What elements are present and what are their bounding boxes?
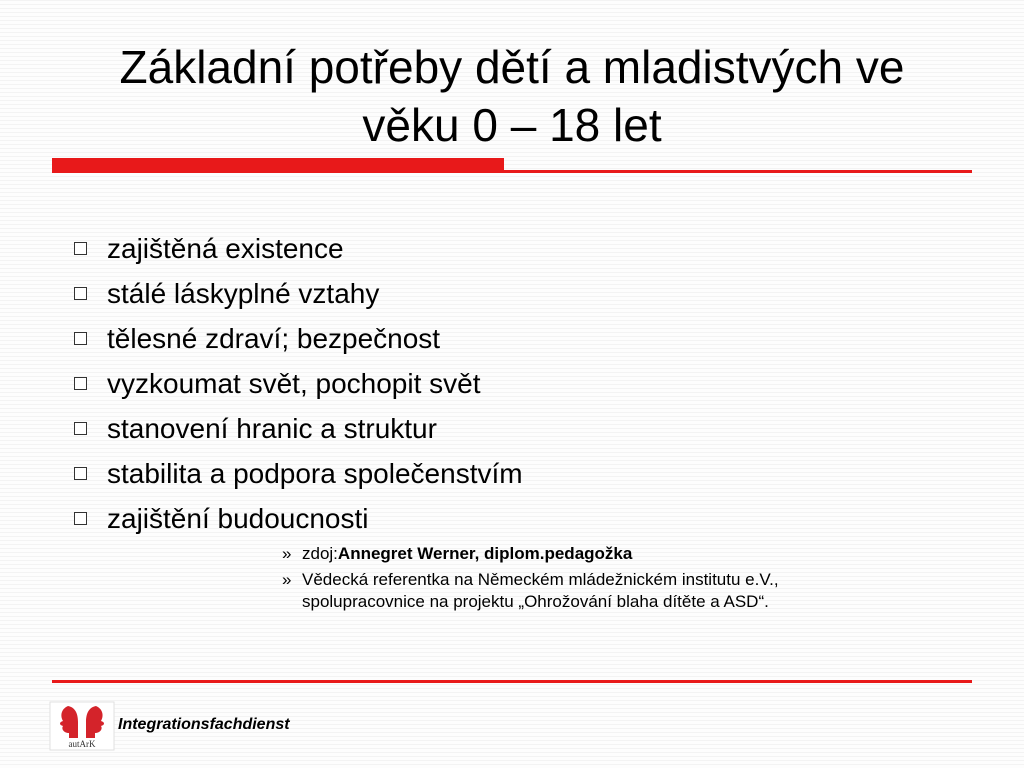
bullet-text: vyzkoumat svět, pochopit svět [107, 367, 481, 399]
square-bullet-icon [74, 377, 87, 390]
list-item [70, 361, 523, 406]
logo-text: autArK [68, 739, 96, 749]
source-line [302, 543, 982, 565]
bullet-text: stálé láskyplné vztahy [107, 277, 380, 309]
sub-bullet-marker: » [282, 570, 292, 589]
title-line-2: věku 0 – 18 let [362, 99, 662, 151]
source-desc-line-2: spolupracovnice na projektu „Ohrožování blaha dítěte a ASD“. [302, 592, 769, 611]
autark-logo-icon [48, 700, 116, 752]
source-notes [282, 543, 982, 617]
square-bullet-icon [74, 512, 87, 525]
title-line-1: Základní potřeby dětí a mladistvých ve [119, 41, 905, 93]
list-item [70, 316, 523, 361]
square-bullet-icon [74, 242, 87, 255]
list-item [70, 451, 523, 496]
bullet-text: zajištění budoucnosti [107, 502, 369, 534]
source-desc-row [282, 569, 982, 613]
bullet-text: stanovení hranic a struktur [107, 412, 437, 444]
footer-divider [52, 680, 972, 683]
source-prefix: zdoj: [302, 544, 338, 563]
list-item [70, 226, 523, 271]
bullet-text: tělesné zdraví; bezpečnost [107, 322, 441, 354]
title-underline-thick [52, 158, 504, 173]
bullet-text: stabilita a podpora společenstvím [107, 457, 523, 489]
bullet-list [70, 226, 523, 541]
list-item [70, 271, 523, 316]
slide-title [60, 38, 964, 154]
bullet-text: zajištěná existence [107, 232, 344, 264]
source-name: Annegret Werner, diplom.pedagožka [337, 544, 633, 563]
organization-name: Integrationsfachdienst [118, 716, 290, 733]
square-bullet-icon [74, 467, 87, 480]
square-bullet-icon [74, 287, 87, 300]
list-item [70, 496, 523, 541]
square-bullet-icon [74, 422, 87, 435]
source-description [302, 569, 982, 613]
title-underline-thin [504, 170, 972, 173]
square-bullet-icon [74, 332, 87, 345]
list-item [70, 406, 523, 451]
sub-bullet-marker: » [282, 544, 292, 563]
source-desc-line-1: Vědecká referentka na Německém mládežnickém institutu e.V., [302, 570, 779, 589]
source-row [282, 543, 982, 565]
